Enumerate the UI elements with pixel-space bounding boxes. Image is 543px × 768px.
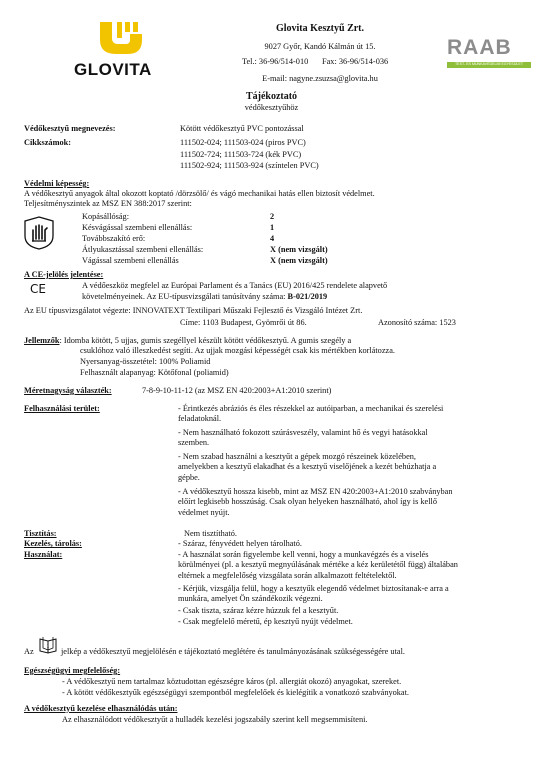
ce-tester: Az EU típusvizsgálatot végezte: INNOVATEXT Textilipari Műszaki Fejlesztő és Vizsgáló Intézet Zrt. [24,306,363,315]
ce-mark-icon: CE [30,282,46,296]
company-phone: Tel.: 36-96/514-010 [242,57,309,66]
use-item: - Kérjük, vizsgálja felül, hogy a kesztyűk elegendő védelmet biztosítanak-e arra a munkára, amelyet Ön szándékozik végezni. [178,584,449,604]
perf-label: Kopásállóság: [82,212,130,221]
ce-cert-prefix: követelményeinek. Az EU-típusvizsgálati tanúsítvány száma: [82,292,288,301]
storage-label: Kezelés, tárolás: [24,539,82,548]
usage-area-item: - Nem használható fokozott szúrásveszély, valamint hő és vegyi hatásokkal szemben. [178,428,428,448]
usage-area-item: - Érintkezés abráziós és éles részekkel az autóiparban, a mechanikai és szerelési feladatoknál. [178,404,444,424]
perf-value: 4 [270,234,275,243]
ce-text: A védőeszköz megfelel az Európai Parlament és a Tanács (EU) 2016/425 rendelete alapvető [82,281,388,290]
company-address: 9027 Győr, Kandó Kálmán út 15. [264,42,376,51]
raab-tagline: TEST- ÉS MUNKAVÉDELMI EGYESÜLET [447,62,531,68]
sizes-value: 7-8-9-10-11-12 (az MSZ EN 420:2003+A1:2010 szerint) [142,386,332,395]
sizes-label: Méretnagyság választék: [24,386,112,395]
clean-value: Nem tisztítható. [184,529,237,538]
use-item: - Csak megfelelő méretű, ép kesztyű nyújt védelmet. [178,617,353,626]
ce-cert-number: B-021/2019 [287,292,328,301]
clean-label: Tisztítás: [24,529,57,538]
disposal-text: Az elhasználódott védőkesztyűt a hulladék kezelési jogszabály szerint kell megsemmisíteni. [62,715,368,724]
ce-heading: A CE-jelölés jelentése: [24,270,104,279]
raab-logo: RAAB [447,36,512,59]
perf-label: Vágással szembeni ellenállás [82,256,179,265]
code-line: 111502-924; 111503-924 (színtelen PVC) [180,161,319,170]
use-label: Használat: [24,550,63,559]
en388-pictogram-icon [24,216,54,250]
doc-title: Tájékoztató [245,91,298,102]
perf-label: Továbbszakító erő: [82,234,146,243]
glovita-emblem-icon [94,18,148,60]
doc-subtitle: védőkesztyűhöz [244,103,299,112]
perf-label: Késvágással szembeni ellenállás: [82,223,193,232]
usage-area-label: Felhasználási terület: [24,404,100,413]
perf-value: 2 [270,212,275,221]
code-line: 111502-024; 111503-024 (piros PVC) [180,138,306,147]
company-email: E-mail: nagyne.zsuzsa@glovita.hu [262,74,378,83]
features-text: csuklóhoz való illeszkedést segíti. Az ujjak mozgási képességét csak kis mértékben korlátozza. [80,346,395,355]
product-name-value: Kötött védőkesztyű PVC pontozással [180,124,304,133]
features-label: Jellemzők [24,336,60,345]
health-item: - A védőkesztyű nem tartalmaz köztudottan egészségre káros (pl. allergiát okozó) anyagokat, szereket. [62,677,402,686]
use-item: - A használat során figyelembe kell venni, hogy a munkavégzés és a viselés körülményei (pl. a kesztyű megnyúlásának mértéke a kéz kerületétől függ) általában eltérnek a megfelelőség vizsgálata során alkalmazott feltételektől. [178,550,458,580]
use-item: - Csak tiszta, száraz kézre húzzuk fel a kesztyűt. [178,606,339,615]
product-name-label: Védőkesztyű megnevezés: [24,124,116,133]
perf-value: X (nem vizsgált) [270,245,328,254]
storage-value: - Száraz, fényvédett helyen tárolható. [178,539,302,548]
features-line1 [24,336,351,346]
usage-area-item: - A védőkesztyű hossza kisebb, mint az MSZ EN 420:2003+A1:2010 szabványban előírt legkisebb hosszúság. Csak olyan helyeken használható, ahol így is kellő védelmet nyújt. [178,487,453,517]
protection-text: A védőkesztyű anyagok által okozott koptató /dörzsölő/ és vágó mechanikai hatás ellen biztosít védelmet. [24,189,375,198]
glovita-wordmark: GLOVITA [74,60,152,79]
features-text: : Idomba kötött, 5 ujjas, gumis szegéllyel készült kötött védőkesztyű. A gumis szegély a [59,336,352,345]
ce-text-2 [82,292,327,302]
features-base: Felhasznált alapanyag: Kötőfonal (poliamid) [80,368,229,377]
perf-value: 1 [270,223,275,232]
codes-label: Cikkszámok: [24,138,72,147]
ce-tester-address: Címe: 1103 Budapest, Gyömrői út 86. [180,318,307,327]
ce-tester-id: Azonosító száma: 1523 [378,318,456,327]
svg-text:i: i [47,643,49,650]
health-item: - A kötött védőkesztyűk egészségügyi szempontból megfelelőek és kielégítik a vonatkozó szabványokat. [62,688,409,697]
protection-standard: Teljesítményszintek az MSZ EN 388:2017 szerint: [24,199,192,208]
perf-value: X (nem vizsgált) [270,256,328,265]
usage-area-item: - Nem szabad használni a kesztyűt a gépek mozgó részeinek közelében, amelyekben a kesztyű elakadhat és a kesztyű viselőjének a kezét behúzhatja a gépbe. [178,452,437,482]
company-name: Glovita Kesztyű Zrt. [275,23,365,34]
glovita-logo [94,18,148,60]
note-text: jelkép a védőkesztyű megjelölésén e tájékoztató meglétére és tanulmányozásának szükségességére utal. [61,647,405,656]
open-book-icon [38,636,58,654]
code-line: 111502-724; 111503-724 (kék PVC) [180,150,302,159]
note-prefix: Az [24,647,34,656]
perf-label: Átlyukasztással szembeni ellenállás: [82,245,204,254]
features-material: Nyersanyag-összetétel: 100% Poliamid [80,357,211,366]
disposal-heading: A védőkesztyű kezelése elhasználódás után: [24,704,178,713]
protection-heading: Védelmi képesség: [24,179,90,188]
company-fax: Fax: 36-96/514-036 [322,57,389,66]
health-heading: Egészségügyi megfelelőség: [24,666,121,675]
